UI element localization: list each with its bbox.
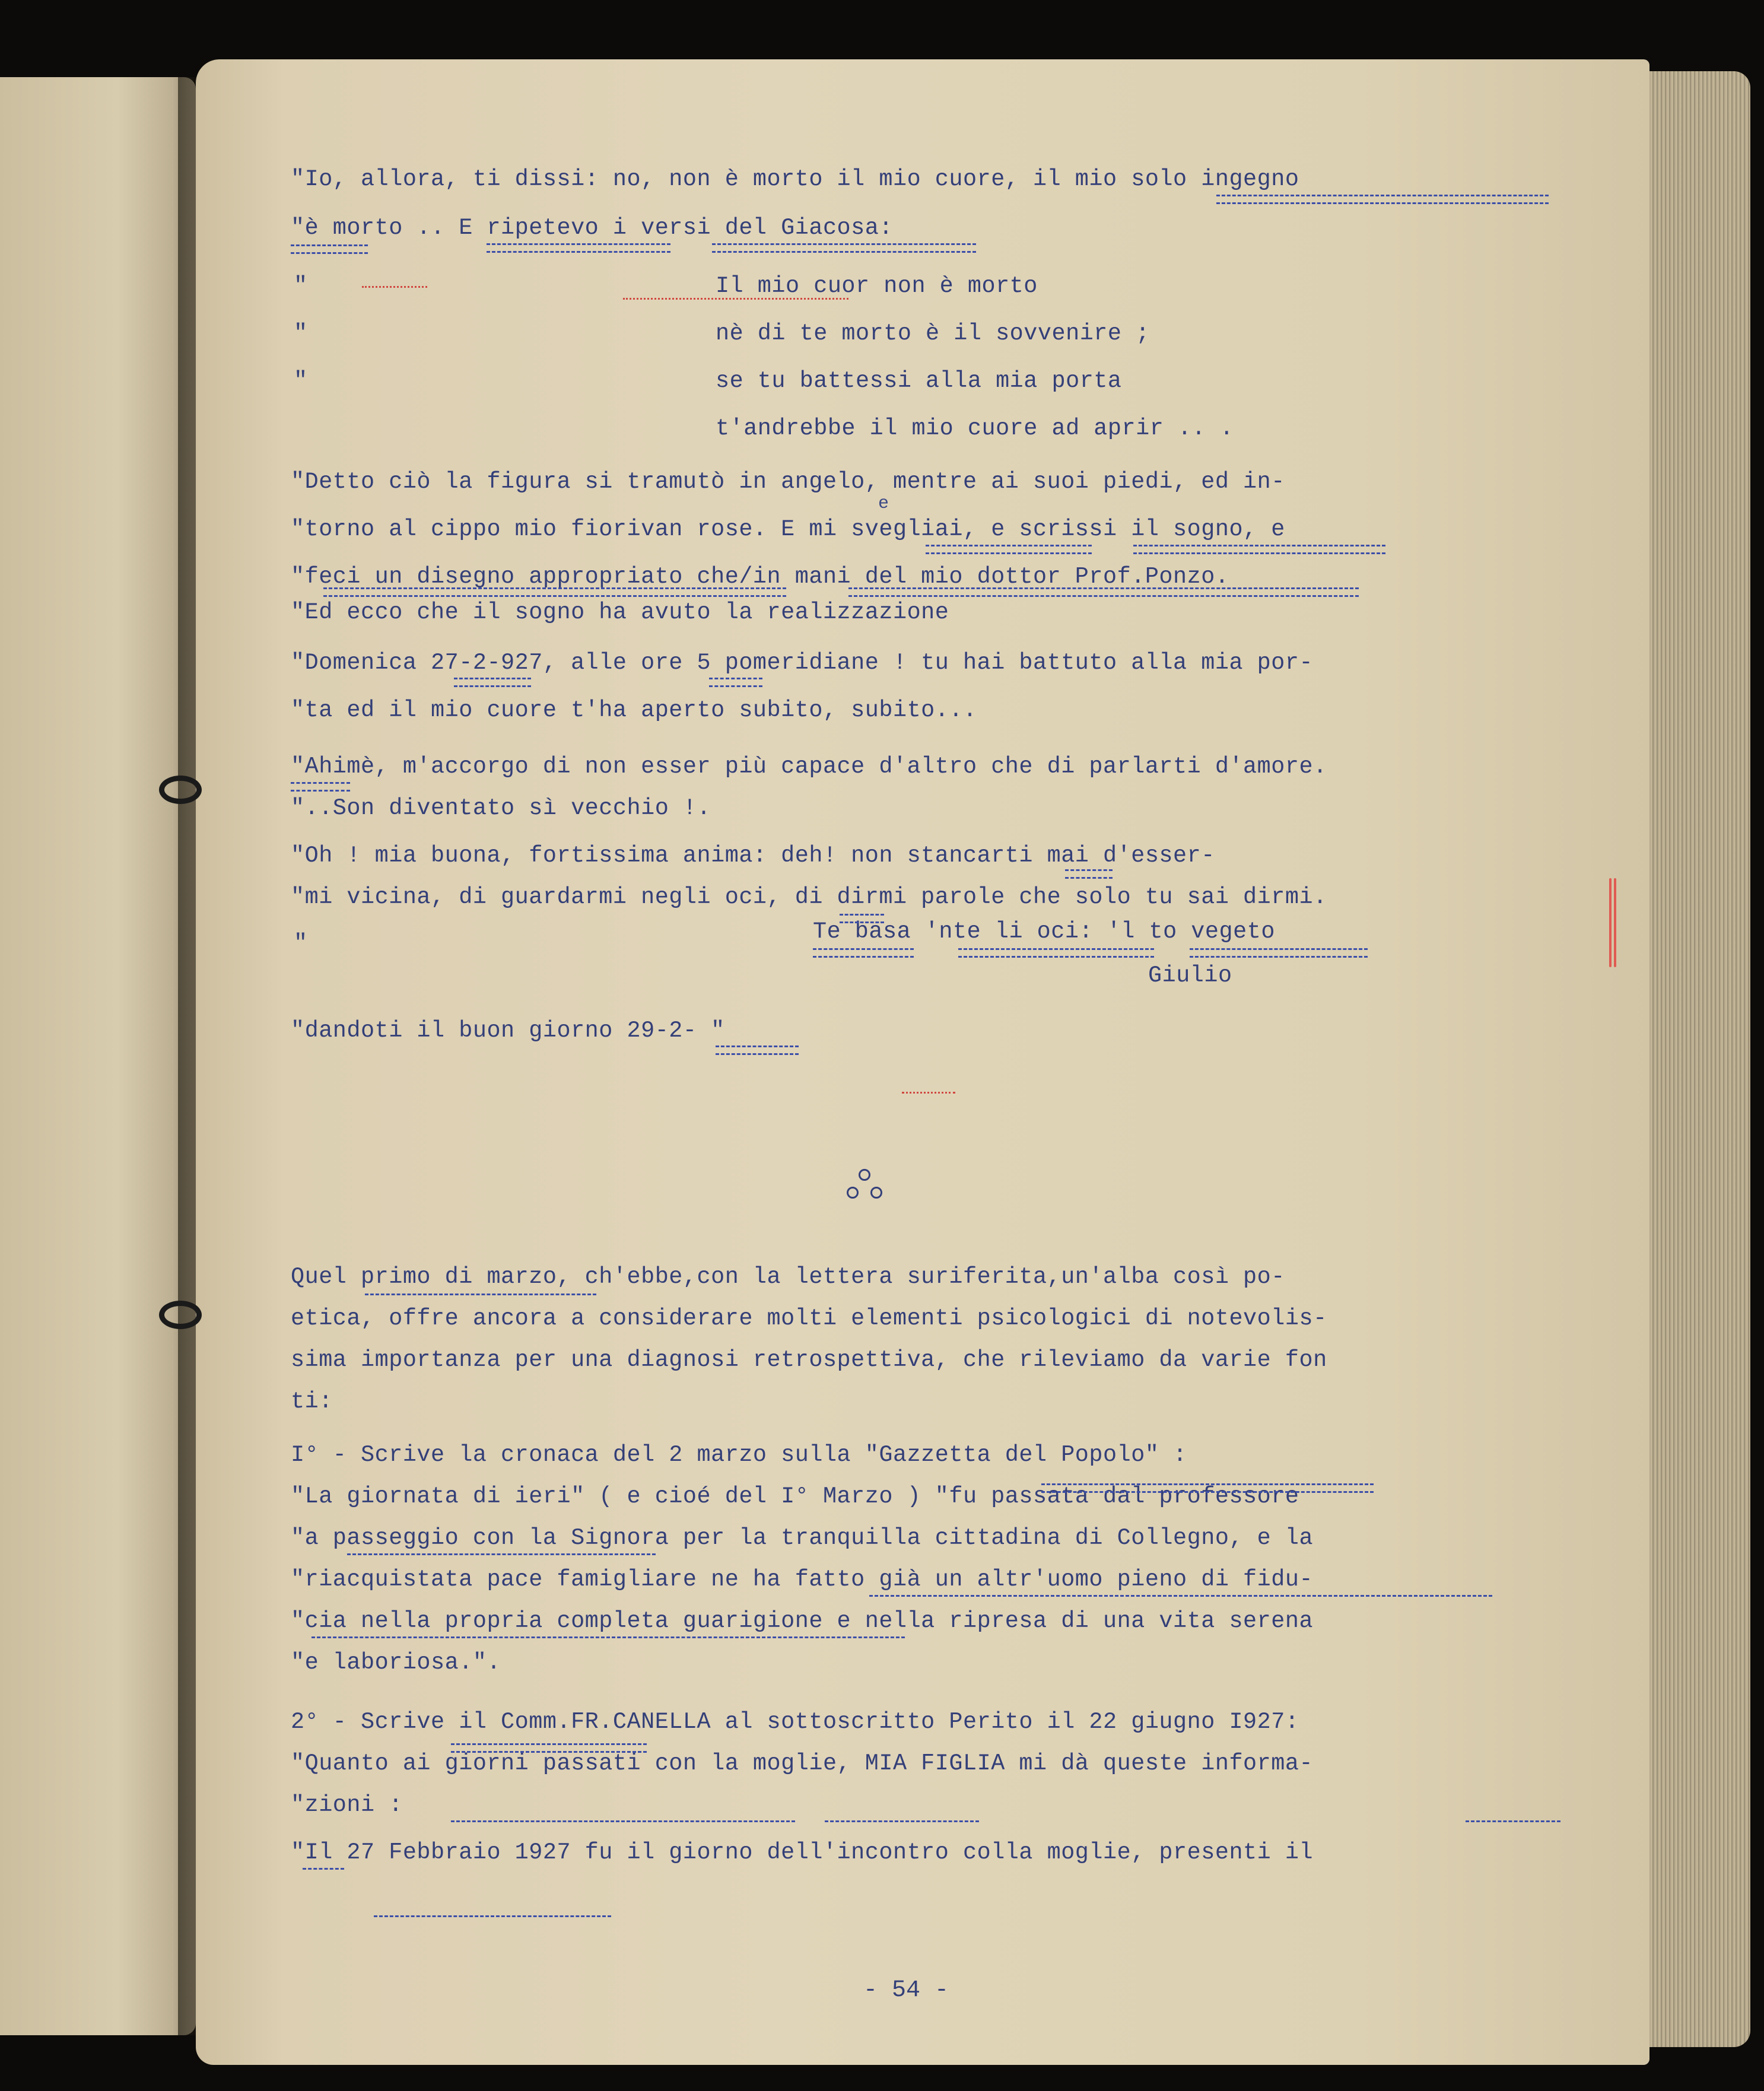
quote-mark: " [294,368,308,394]
underline-mark [1133,545,1385,554]
left-page-fragment [0,1486,184,1536]
underline-mark [487,243,670,253]
divider-dot [870,1187,882,1199]
left-page-fragment [0,1437,184,1486]
underline-mark [1216,195,1549,204]
text-line: Quel primo di marzo, ch'ebbe,con la lettera suriferita,un'alba così po- [291,1264,1285,1290]
left-page [0,77,196,2035]
left-page-fragment [0,1734,184,1784]
left-page-fragment [0,1784,184,1833]
text-line: "Io, allora, ti dissi: no, non è morto il mio cuore, il mio solo ingegno [291,166,1299,192]
underline-mark [347,1553,656,1555]
left-page-fragment [0,495,184,545]
underline-mark [869,1595,1492,1597]
binding-ring-top [159,776,202,804]
left-page-fragment [0,1337,184,1387]
underline-mark [716,1046,799,1055]
left-page-fragment [0,1189,184,1239]
red-dot-mark [902,1092,955,1094]
underline-mark [1466,1820,1560,1822]
underline-mark [813,948,914,958]
text-line: "La giornata di ieri" ( e cioé del I° Marzo ) "fu passata dal professore [291,1483,1299,1510]
left-page-fragment [0,396,184,446]
underline-mark [840,914,884,923]
underline-mark [926,545,1092,554]
text-line: "mi vicina, di guardarmi negli oci, di dirmi parole che solo tu sai dirmi. [291,884,1327,910]
left-page-fragment [0,941,184,991]
binding-ring-bottom [159,1301,202,1329]
left-page-fragment [0,545,184,595]
left-page-fragment [0,694,184,743]
underline-mark [712,243,976,253]
left-page-fragment [0,793,184,843]
left-page-fragment [0,743,184,793]
text-line: "Oh ! mia buona, fortissima anima: deh! non stancarti mai d'esser- [291,843,1215,869]
verse-line: se tu battessi alla mia porta [716,368,1122,394]
underline-mark [291,782,350,792]
signature-line: Te basa 'nte li oci: 'l to vegeto [813,919,1275,945]
verse-line: Il mio cuor non è morto [716,273,1038,299]
interlinear-correction: e [878,494,889,514]
left-page-fragment [0,446,184,495]
left-page-fragment [0,1238,184,1288]
underline-mark [312,1636,905,1638]
page-edges [1638,71,1750,2047]
left-page-fragment [0,1833,184,1883]
right-page [196,59,1649,2065]
left-page-fragment [0,1288,184,1338]
text-line: "Ed ecco che il sogno ha avuto la realizzazione [291,599,949,625]
text-line: "Detto ciò la figura si tramutò in angelo, mentre ai suoi piedi, ed in- [291,469,1285,495]
text-line: "..Son diventato sì vecchio !. [291,795,711,821]
verse-line: t'andrebbe il mio cuore ad aprir .. . [716,415,1234,441]
text-line: "è morto .. E ripetevo i versi del Giacosa: [291,215,893,241]
left-page-fragment [0,148,184,198]
underline-mark [454,678,531,687]
left-page-fragment [0,347,184,396]
underline-mark [374,1915,611,1917]
text-line: sima importanza per una diagnosi retrospettiva, che rileviamo da varie fon [291,1347,1327,1373]
underline-mark [848,587,1359,597]
underline-mark [825,1820,979,1822]
underline-mark [1190,948,1368,958]
left-page-fragment [0,1040,184,1090]
underline-mark [451,1820,795,1822]
signature-name: Giulio [1148,962,1232,989]
text-line: "ta ed il mio cuore t'ha aperto subito, subito... [291,697,977,723]
quote-mark: " [294,273,308,299]
left-page-fragment [0,1585,184,1635]
left-page-fragment [0,1090,184,1140]
page-number: - 54 - [863,1977,949,2004]
left-page-fragment [0,842,184,892]
underline-mark [709,678,762,687]
underline-mark [1041,1483,1374,1493]
red-margin-mark [1609,878,1616,967]
text-line: etica, offre ancora a considerare molti elementi psicologici di notevolis- [291,1305,1327,1331]
left-page-fragment [0,595,184,644]
left-page-fragment [0,892,184,942]
text-line: "cia nella propria completa guarigione e nella ripresa di una vita serena [291,1608,1314,1634]
left-page-fragment [0,1685,184,1734]
left-page-text [0,148,184,1883]
text-line: ti: [291,1388,333,1415]
underline-mark [1065,869,1113,879]
text-line: "feci un disegno appropriato che/in mani del mio dottor Prof.Ponzo. [291,564,1229,590]
red-dot-mark [362,286,427,288]
divider-dot [859,1169,870,1181]
text-line: 2° - Scrive il Comm.FR.CANELLA al sottoscritto Perito il 22 giugno I927: [291,1709,1299,1735]
left-page-fragment [0,247,184,297]
text-line: "torno al cippo mio fiorivan rose. E mi svegliai, e scrissi il sogno, e [291,516,1285,542]
text-line: "riacquistata pace famigliare ne ha fatto già un altr'uomo pieno di fidu- [291,1566,1314,1593]
quote-mark: " [294,930,308,956]
underline-mark [291,244,368,254]
left-page-fragment [0,991,184,1041]
text-line: "dandoti il buon giorno 29-2- " [291,1018,725,1044]
underline-mark [323,587,786,597]
left-page-fragment [0,1139,184,1189]
underline-mark [365,1294,596,1295]
underline-mark [958,948,1154,958]
left-page-fragment [0,198,184,248]
text-line: "zioni : [291,1792,403,1818]
underline-mark [451,1743,647,1753]
text-line: "Il 27 Febbraio 1927 fu il giorno dell'incontro colla moglie, presenti il [291,1839,1314,1866]
quote-mark: " [294,320,308,347]
underline-mark [303,1868,344,1870]
left-page-fragment [0,1387,184,1437]
left-page-fragment [0,1635,184,1685]
left-page-fragment [0,297,184,347]
text-line: "Domenica 27-2-927, alle ore 5 pomeridiane ! tu hai battuto alla mia por- [291,650,1314,676]
text-line: "Ahimè, m'accorgo di non esser più capace d'altro che di parlarti d'amore. [291,754,1327,780]
red-dot-mark [623,298,848,300]
text-line: I° - Scrive la cronaca del 2 marzo sulla "Gazzetta del Popolo" : [291,1442,1187,1468]
left-page-fragment [0,644,184,694]
verse-line: nè di te morto è il sovvenire ; [716,320,1150,347]
text-line: "a passeggio con la Signora per la tranquilla cittadina di Collegno, e la [291,1525,1314,1551]
left-page-fragment [0,1536,184,1585]
text-line: "e laboriosa.". [291,1650,501,1676]
text-line: "Quanto ai giorni passati con la moglie, MIA FIGLIA mi dà queste informa- [291,1750,1314,1777]
divider-dot [847,1187,859,1199]
